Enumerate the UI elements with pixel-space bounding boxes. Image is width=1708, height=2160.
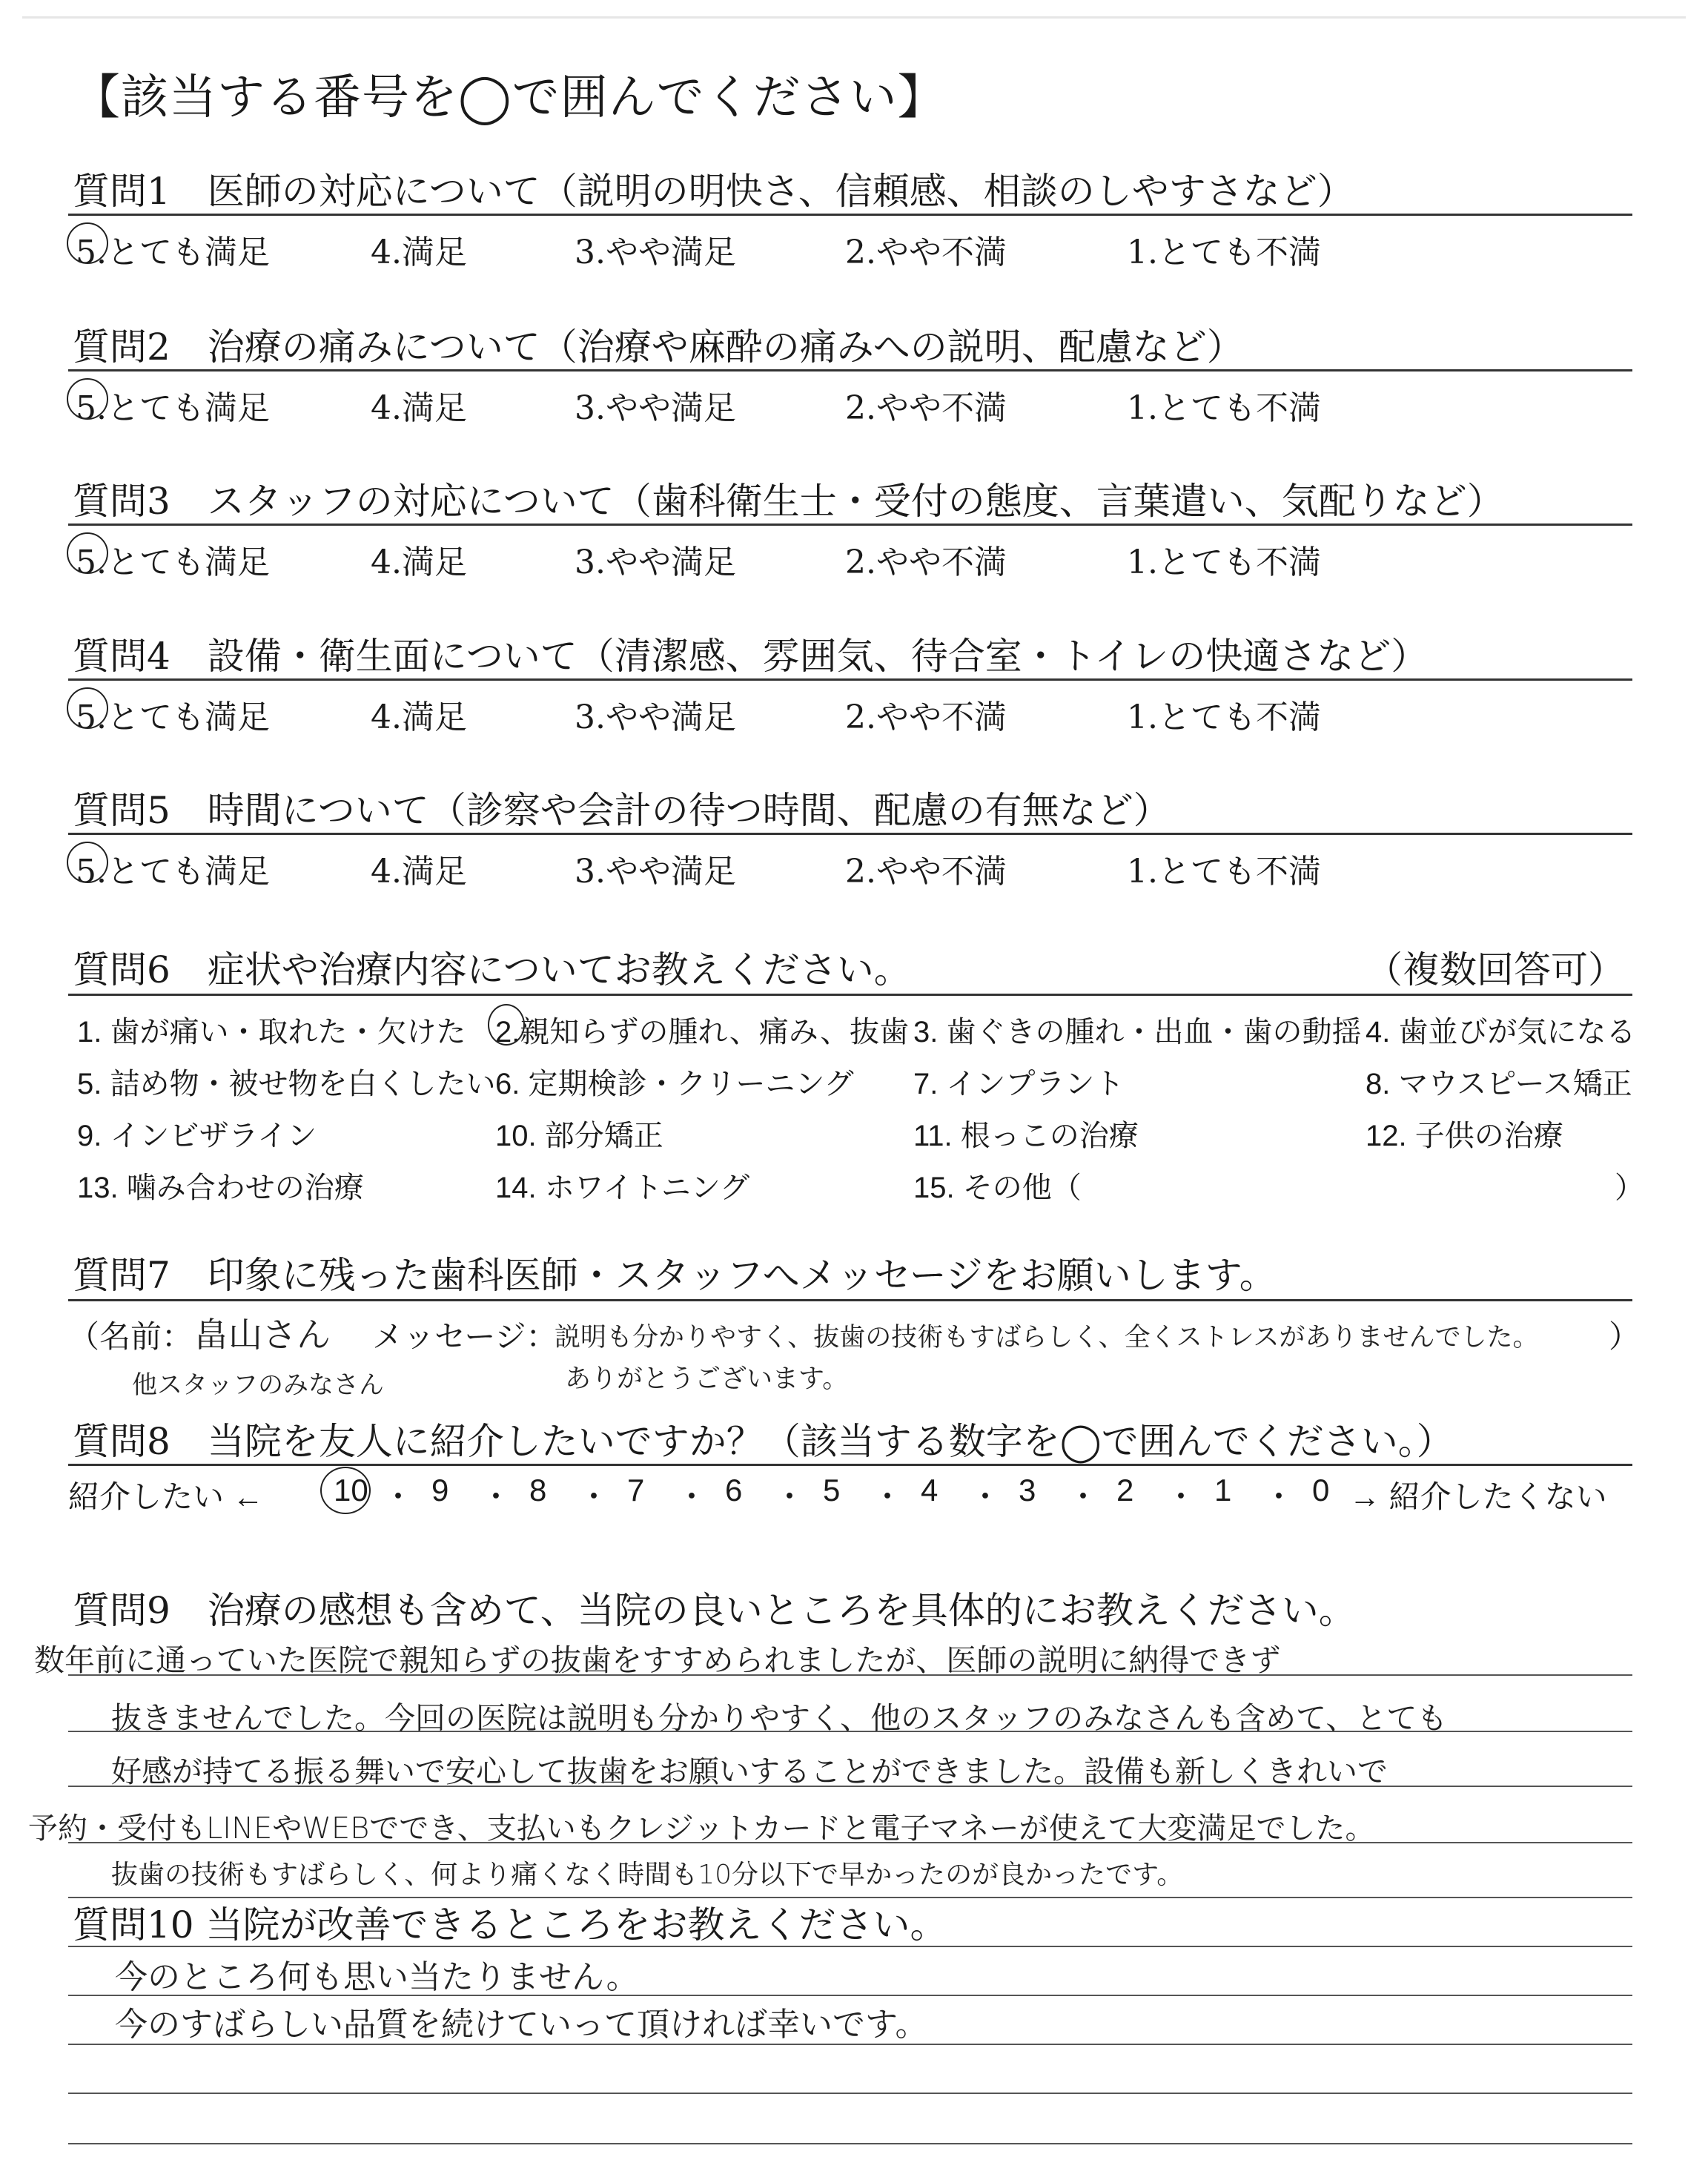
q8-scale-2[interactable]: 2 <box>1116 1473 1134 1507</box>
q4-option-4[interactable]: 4.満足 <box>371 698 467 736</box>
q6-selected-circle <box>488 1004 525 1046</box>
q9-answer-line[interactable]: 予約・受付もLINEやWEBででき、支払いもクレジットカードと電子マネーが使えて大変満足でした。 <box>28 1811 1375 1846</box>
q8-scale-dot: ・ <box>676 1479 708 1514</box>
q6-option-13[interactable]: 13. 噛み合わせの治療 <box>77 1172 364 1204</box>
q2-option-5[interactable]: 5.とても満足 <box>76 389 270 427</box>
q1-option-3[interactable]: 3.やや満足 <box>575 234 736 271</box>
q4-selected-circle <box>67 687 108 729</box>
q2-option-1[interactable]: 1.とても不満 <box>1127 389 1321 427</box>
q8-scale-3[interactable]: 3 <box>1019 1473 1036 1507</box>
q6-option-9[interactable]: 9. インビザライン <box>77 1120 317 1152</box>
q1-title: 質問1 医師の対応について（説明の明快さ、信頼感、相談のしやすさなど） <box>73 170 1354 213</box>
q6-option-11[interactable]: 11. 根っこの治療 <box>913 1120 1139 1152</box>
q5-selected-circle <box>67 842 108 883</box>
q4-title: 質問4 設備・衛生面について（清潔感、雰囲気、待合室・トイレの快適さなど） <box>73 635 1429 678</box>
q5-option-2[interactable]: 2.やや不満 <box>845 853 1007 891</box>
q2-option-3[interactable]: 3.やや満足 <box>575 389 736 427</box>
q1-option-4[interactable]: 4.満足 <box>371 234 467 271</box>
q7-rule <box>68 1299 1632 1301</box>
q7-name-label: （名前： <box>68 1318 193 1355</box>
q1-selected-circle <box>67 222 108 264</box>
q6-option-10[interactable]: 10. 部分矯正 <box>495 1120 663 1152</box>
q2-title: 質問2 治療の痛みについて（治療や麻酔の痛みへの説明、配慮など） <box>73 326 1244 369</box>
q2-option-2[interactable]: 2.やや不満 <box>845 389 1007 427</box>
q3-selected-circle <box>67 532 108 574</box>
q7-close-paren: ） <box>1609 1318 1641 1355</box>
q3-title: 質問3 スタッフの対応について（歯科衛生士・受付の態度、言葉遣い、気配りなど） <box>73 480 1504 523</box>
q5-title: 質問5 時間について（診察や会計の待つ時間、配慮の有無など） <box>73 789 1171 832</box>
q3-option-5[interactable]: 5.とても満足 <box>76 544 270 581</box>
q8-scale-dot: ・ <box>578 1479 610 1514</box>
q4-option-5[interactable]: 5.とても満足 <box>76 698 270 736</box>
q10-line-rule <box>68 2143 1632 2144</box>
q3-rule <box>68 524 1632 526</box>
q8-scale-5[interactable]: 5 <box>823 1473 841 1507</box>
instruction-header: 【該当する番号を◯で囲んでください】 <box>73 70 946 125</box>
q8-scale-9[interactable]: 9 <box>431 1473 449 1507</box>
q7-name-value-2[interactable]: 他スタッフのみなさん <box>132 1370 384 1400</box>
q6-option-12[interactable]: 12. 子供の治療 <box>1366 1120 1563 1152</box>
q6-rule <box>68 994 1632 996</box>
q7-name-value[interactable]: 畠山さん <box>194 1315 331 1355</box>
q10-line-rule <box>68 1946 1632 1947</box>
q6-option-3[interactable]: 3. 歯ぐきの腫れ・出血・歯の動揺 <box>913 1016 1362 1048</box>
q9-answer-line[interactable]: 数年前に通っていた医院で親知らずの抜歯をすすめられましたが、医師の説明に納得できず <box>34 1642 1281 1678</box>
q8-scale-8[interactable]: 8 <box>529 1473 547 1507</box>
q4-option-1[interactable]: 1.とても不満 <box>1127 698 1321 736</box>
q8-scale-dot: ・ <box>1165 1479 1197 1514</box>
q7-message-line1[interactable]: 説明も分かりやすく、抜歯の技術もすばらしく、全くストレスがありませんでした。 <box>555 1323 1539 1353</box>
q5-option-4[interactable]: 4.満足 <box>371 853 467 891</box>
q8-scale-dot: ・ <box>970 1479 1002 1514</box>
q5-option-1[interactable]: 1.とても不満 <box>1127 853 1321 891</box>
q1-rule <box>68 214 1632 216</box>
q8-scale-dot: ・ <box>1068 1479 1099 1514</box>
q8-right-label: → 紹介したくない <box>1349 1479 1607 1514</box>
q8-scale-dot: ・ <box>480 1479 512 1514</box>
q6-option-4[interactable]: 4. 歯並びが気になる <box>1366 1016 1636 1048</box>
q6-option-14[interactable]: 14. ホワイトニング <box>495 1172 750 1204</box>
q4-rule <box>68 678 1632 681</box>
q4-option-2[interactable]: 2.やや不満 <box>845 698 1007 736</box>
q8-scale-0[interactable]: 0 <box>1312 1473 1330 1507</box>
q9-answer-line[interactable]: 抜きませんでした。今回の医院は説明も分かりやすく、他のスタッフのみなさんも含めて、とても <box>111 1700 1448 1736</box>
q7-message-label: メッセージ： <box>372 1318 557 1355</box>
q6-option-6[interactable]: 6. 定期検診・クリーニング <box>495 1068 854 1100</box>
q4-option-3[interactable]: 3.やや満足 <box>575 698 736 736</box>
q7-message-line2[interactable]: ありがとうございます。 <box>565 1364 849 1394</box>
q6-note: （複数回答可） <box>1366 948 1625 991</box>
q1-option-1[interactable]: 1.とても不満 <box>1127 234 1321 271</box>
q6-option-15[interactable]: 15. その他（ <box>913 1172 1082 1204</box>
q6-option-5[interactable]: 5. 詰め物・被せ物を白くしたい <box>77 1068 496 1100</box>
q8-scale-4[interactable]: 4 <box>921 1473 939 1507</box>
q6-option-1[interactable]: 1. 歯が痛い・取れた・欠けた <box>77 1016 466 1048</box>
q10-answer-line[interactable]: 今のすばらしい品質を続けていって頂ければ幸いです。 <box>115 2006 928 2044</box>
q8-scale-dot: ・ <box>872 1479 904 1514</box>
q8-scale-6[interactable]: 6 <box>725 1473 743 1507</box>
q8-left-label: 紹介したい ← <box>68 1479 264 1514</box>
q6-option-8[interactable]: 8. マウスピース矯正 <box>1366 1068 1632 1100</box>
q6-option-2[interactable]: 2.親知らずの腫れ、痛み、抜歯 <box>495 1016 910 1048</box>
q8-scale-dot: ・ <box>1263 1479 1295 1514</box>
q3-option-1[interactable]: 1.とても不満 <box>1127 544 1321 581</box>
q8-scale-1[interactable]: 1 <box>1214 1473 1232 1507</box>
q8-selected-circle <box>320 1467 371 1514</box>
q9-answer-line[interactable]: 抜歯の技術もすばらしく、何より痛くなく時間も10分以下で早かったのが良かったです。 <box>111 1860 1184 1890</box>
q5-option-5[interactable]: 5.とても満足 <box>76 853 270 891</box>
q8-scale-dot: ・ <box>383 1479 414 1514</box>
q6-option-7[interactable]: 7. インプラント <box>913 1068 1125 1100</box>
q10-line-rule <box>68 2093 1632 2094</box>
q3-option-2[interactable]: 2.やや不満 <box>845 544 1007 581</box>
q8-title: 質問8 当院を友人に紹介したいですか？（該当する数字を◯で囲んでください。） <box>73 1420 1454 1463</box>
q2-selected-circle <box>67 378 108 420</box>
q6-option-16[interactable]: ） <box>1615 1172 1644 1204</box>
q8-rule <box>68 1464 1632 1466</box>
q9-title: 質問9 治療の感想も含めて、当院の良いところを具体的にお教えください。 <box>73 1589 1356 1632</box>
q1-option-2[interactable]: 2.やや不満 <box>845 234 1007 271</box>
q1-option-5[interactable]: 5.とても満足 <box>76 234 270 271</box>
q3-option-3[interactable]: 3.やや満足 <box>575 544 736 581</box>
q9-answer-line[interactable]: 好感が持てる振る舞いで安心して抜歯をお願いすることができました。設備も新しくきれいで <box>111 1754 1388 1789</box>
q10-title: 質問10 当院が改善できるところをお教えください。 <box>73 1903 947 1946</box>
q2-option-4[interactable]: 4.満足 <box>371 389 467 427</box>
q5-rule <box>68 833 1632 835</box>
q3-option-4[interactable]: 4.満足 <box>371 544 467 581</box>
q10-answer-line[interactable]: 今のところ何も思い当たりません。 <box>115 1958 639 1996</box>
q6-title: 質問6 症状や治療内容についてお教えください。 <box>73 948 911 991</box>
q2-rule <box>68 369 1632 371</box>
q5-option-3[interactable]: 3.やや満足 <box>575 853 736 891</box>
top-edge <box>22 16 1686 19</box>
q8-scale-dot: ・ <box>774 1479 806 1514</box>
q7-title: 質問7 印象に残った歯科医師・スタッフへメッセージをお願いします。 <box>73 1254 1277 1297</box>
q8-scale-7[interactable]: 7 <box>627 1473 645 1507</box>
q8-scale-10[interactable]: 10 <box>334 1473 368 1507</box>
